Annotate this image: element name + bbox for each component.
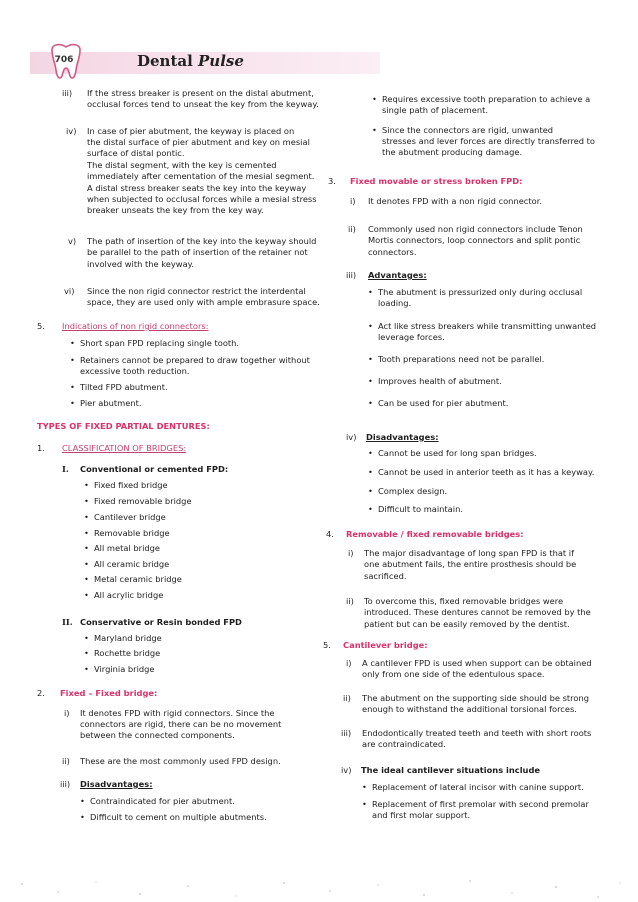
bullet-item: • Since the connectors are rigid, unwanted (382, 125, 553, 136)
types-heading: TYPES OF FIXED PARTIAL DENTURES: (37, 421, 210, 431)
body-line: space, they are used only with ample embrasure space. (87, 297, 320, 307)
body-line: be parallel to the path of insertion of the retainer not (87, 247, 308, 257)
body-line: These are the most commonly used FPD design. (80, 756, 281, 766)
body-line: enough to withstand the additional torsional forces. (362, 704, 577, 714)
section-number: 3. (328, 176, 336, 186)
body-line: are contraindicated. (362, 739, 446, 749)
item-label: vi) (64, 286, 75, 296)
page-number: 706 (54, 55, 74, 65)
bullet-item: • Short span FPD replacing single tooth. (80, 338, 239, 349)
sub-heading: Disadvantages: (366, 432, 439, 442)
bullet-item: • Complex design. (378, 486, 447, 497)
item-label: ii) (348, 224, 356, 234)
item-label: ii) (62, 756, 70, 766)
bullet-item-cont: and first molar support. (372, 810, 471, 820)
sub-heading: The ideal cantilever situations include (361, 765, 541, 775)
group-number: II. (62, 617, 73, 627)
brand-title (137, 52, 244, 70)
section-number: 5. (323, 640, 331, 650)
section-heading: Indications of non rigid connectors: (62, 321, 209, 331)
bullet-item: • Fixed removable bridge (94, 496, 192, 507)
item-label: i) (350, 196, 356, 206)
body-line: It denotes FPD with rigid connectors. Since the (80, 708, 275, 718)
body-line: The path of insertion of the key into the keyway should (87, 236, 317, 246)
item-label: iv) (341, 765, 352, 775)
bullet-item: • Cannot be used for long span bridges. (378, 448, 537, 459)
section-heading: Fixed movable or stress broken FPD: (350, 176, 523, 186)
item-label: iii) (341, 728, 352, 738)
section-number: 5. (37, 321, 45, 331)
section-heading: Cantilever bridge: (343, 640, 428, 650)
body-line: If the stress breaker is present on the distal abutment, (87, 88, 314, 98)
body-line: between the connected components. (80, 730, 235, 740)
group-number: I. (62, 464, 69, 474)
bullet-item: • Replacement of first premolar with second premolar (372, 799, 589, 810)
body-line: surface of distal pontic. (87, 148, 185, 158)
bullet-item: • Replacement of lateral incisor with canine support. (372, 782, 584, 793)
section-heading: Removable / fixed removable bridges: (346, 529, 524, 539)
item-label: i) (348, 548, 354, 558)
item-label: iv) (66, 126, 77, 136)
bullet-item: • Improves health of abutment. (378, 376, 502, 387)
body-line: connectors. (368, 247, 417, 257)
bullet-item-cont: loading. (378, 298, 412, 308)
bullet-item: • Contraindicated for pier abutment. (90, 796, 235, 807)
item-label: v) (68, 236, 77, 246)
group-title: Conservative or Resin bonded FPD (80, 617, 242, 627)
body-line: patient but can be easily removed by the dentist. (364, 619, 570, 629)
section-number: 1. (37, 443, 45, 453)
body-line: connectors are rigid, there can be no movement (80, 719, 282, 729)
body-line: introduced. These dentures cannot be removed by the (364, 607, 591, 617)
item-label: i) (346, 658, 352, 668)
brand-title-script: Pulse (198, 52, 244, 70)
section-heading: Fixed – Fixed bridge: (60, 688, 158, 698)
bullet-item-cont: single path of placement. (382, 105, 488, 115)
body-line: Since the non rigid connector restrict the interdental (87, 286, 306, 296)
bullet-item: • Virginia bridge (94, 664, 155, 675)
item-label: iii) (62, 88, 73, 98)
bullet-item: • Difficult to cement on multiple abutments. (90, 812, 267, 823)
bullet-item-cont: leverage forces. (378, 332, 445, 342)
body-line: the distal surface of pier abutment and key on mesial (87, 137, 310, 147)
bullet-item-cont: excessive tooth reduction. (80, 366, 190, 376)
bullet-item: • Tilted FPD abutment. (80, 382, 168, 393)
group-title: Conventional or cemented FPD: (80, 464, 229, 474)
bullet-item: • Cantilever bridge (94, 512, 166, 523)
bullet-item: • All metal bridge (94, 543, 160, 554)
bullet-item: • All ceramic bridge (94, 559, 169, 570)
body-line: only from one side of the edentulous space. (362, 669, 545, 679)
body-line: In case of pier abutment, the keyway is placed on (87, 126, 295, 136)
section-number: 4. (326, 529, 334, 539)
sub-heading: Disadvantages: (80, 779, 153, 789)
bullet-item: • Pier abutment. (80, 398, 141, 409)
bullet-item: • Maryland bridge (94, 633, 162, 644)
body-line: To overcome this, fixed removable bridges were (364, 596, 564, 606)
body-line: immediately after cementation of the mesial segment. (87, 171, 315, 181)
sub-heading: Advantages: (368, 270, 427, 280)
body-line: Commonly used non rigid connectors include Tenon (368, 224, 583, 234)
item-label: iii) (60, 779, 71, 789)
bullet-item: • Rochette bridge (94, 648, 160, 659)
section-number: 2. (37, 688, 45, 698)
body-line: when subjected to occlusal forces while a mesial stress (87, 194, 317, 204)
bullet-item: • Act like stress breakers while transmitting unwanted (378, 321, 596, 332)
bullet-item-cont: the abutment producing damage. (382, 147, 523, 157)
item-label: ii) (343, 693, 351, 703)
bullet-item: • Fixed fixed bridge (94, 480, 168, 491)
body-line: A cantilever FPD is used when support can be obtained (362, 658, 592, 668)
bullet-item: • Metal ceramic bridge (94, 574, 182, 585)
item-label: iv) (346, 432, 357, 442)
item-label: i) (64, 708, 70, 718)
bullet-item: • Removable bridge (94, 528, 170, 539)
body-line: It denotes FPD with a non rigid connector. (368, 196, 542, 206)
bullet-item: • Retainers cannot be prepared to draw together without (80, 355, 310, 366)
body-line: The major disadvantage of long span FPD is that if (364, 548, 575, 558)
body-line: A distal stress breaker seats the key into the keyway (87, 183, 307, 193)
body-line: involved with the keyway. (87, 259, 195, 269)
scan-noise (0, 874, 638, 902)
body-line: one abutment fails, the entire prosthesis should be (364, 559, 577, 569)
item-label: iii) (346, 270, 357, 280)
bullet-item: • Tooth preparations need not be parallel. (378, 354, 544, 365)
brand-title-part: Dental (137, 52, 199, 70)
bullet-item-cont: stresses and lever forces are directly transferred to (382, 136, 596, 146)
body-line: breaker unseats the key from the key way. (87, 205, 264, 215)
bullet-item: • Can be used for pier abutment. (378, 398, 508, 409)
bullet-item: • The abutment is pressurized only during occlusal (378, 287, 582, 298)
body-line: sacrificed. (364, 571, 407, 581)
bullet-item: • Cannot be used in anterior teeth as it has a keyway. (378, 467, 594, 478)
body-line: Endodontically treated teeth and teeth with short roots (362, 728, 592, 738)
body-line: The abutment on the supporting side should be strong (362, 693, 589, 703)
body-line: Mortis connectors, loop connectors and split pontic (368, 235, 581, 245)
body-line: The distal segment, with the key is cemented (87, 160, 277, 170)
section-heading: CLASSIFICATION OF BRIDGES: (62, 443, 187, 453)
bullet-item: • Difficult to maintain. (378, 504, 463, 515)
bullet-item: • All acrylic bridge (94, 590, 163, 601)
item-label: ii) (346, 596, 354, 606)
bullet-item: • Requires excessive tooth preparation to achieve a (382, 94, 590, 105)
body-line: occlusal forces tend to unseat the key from the keyway. (87, 99, 319, 109)
